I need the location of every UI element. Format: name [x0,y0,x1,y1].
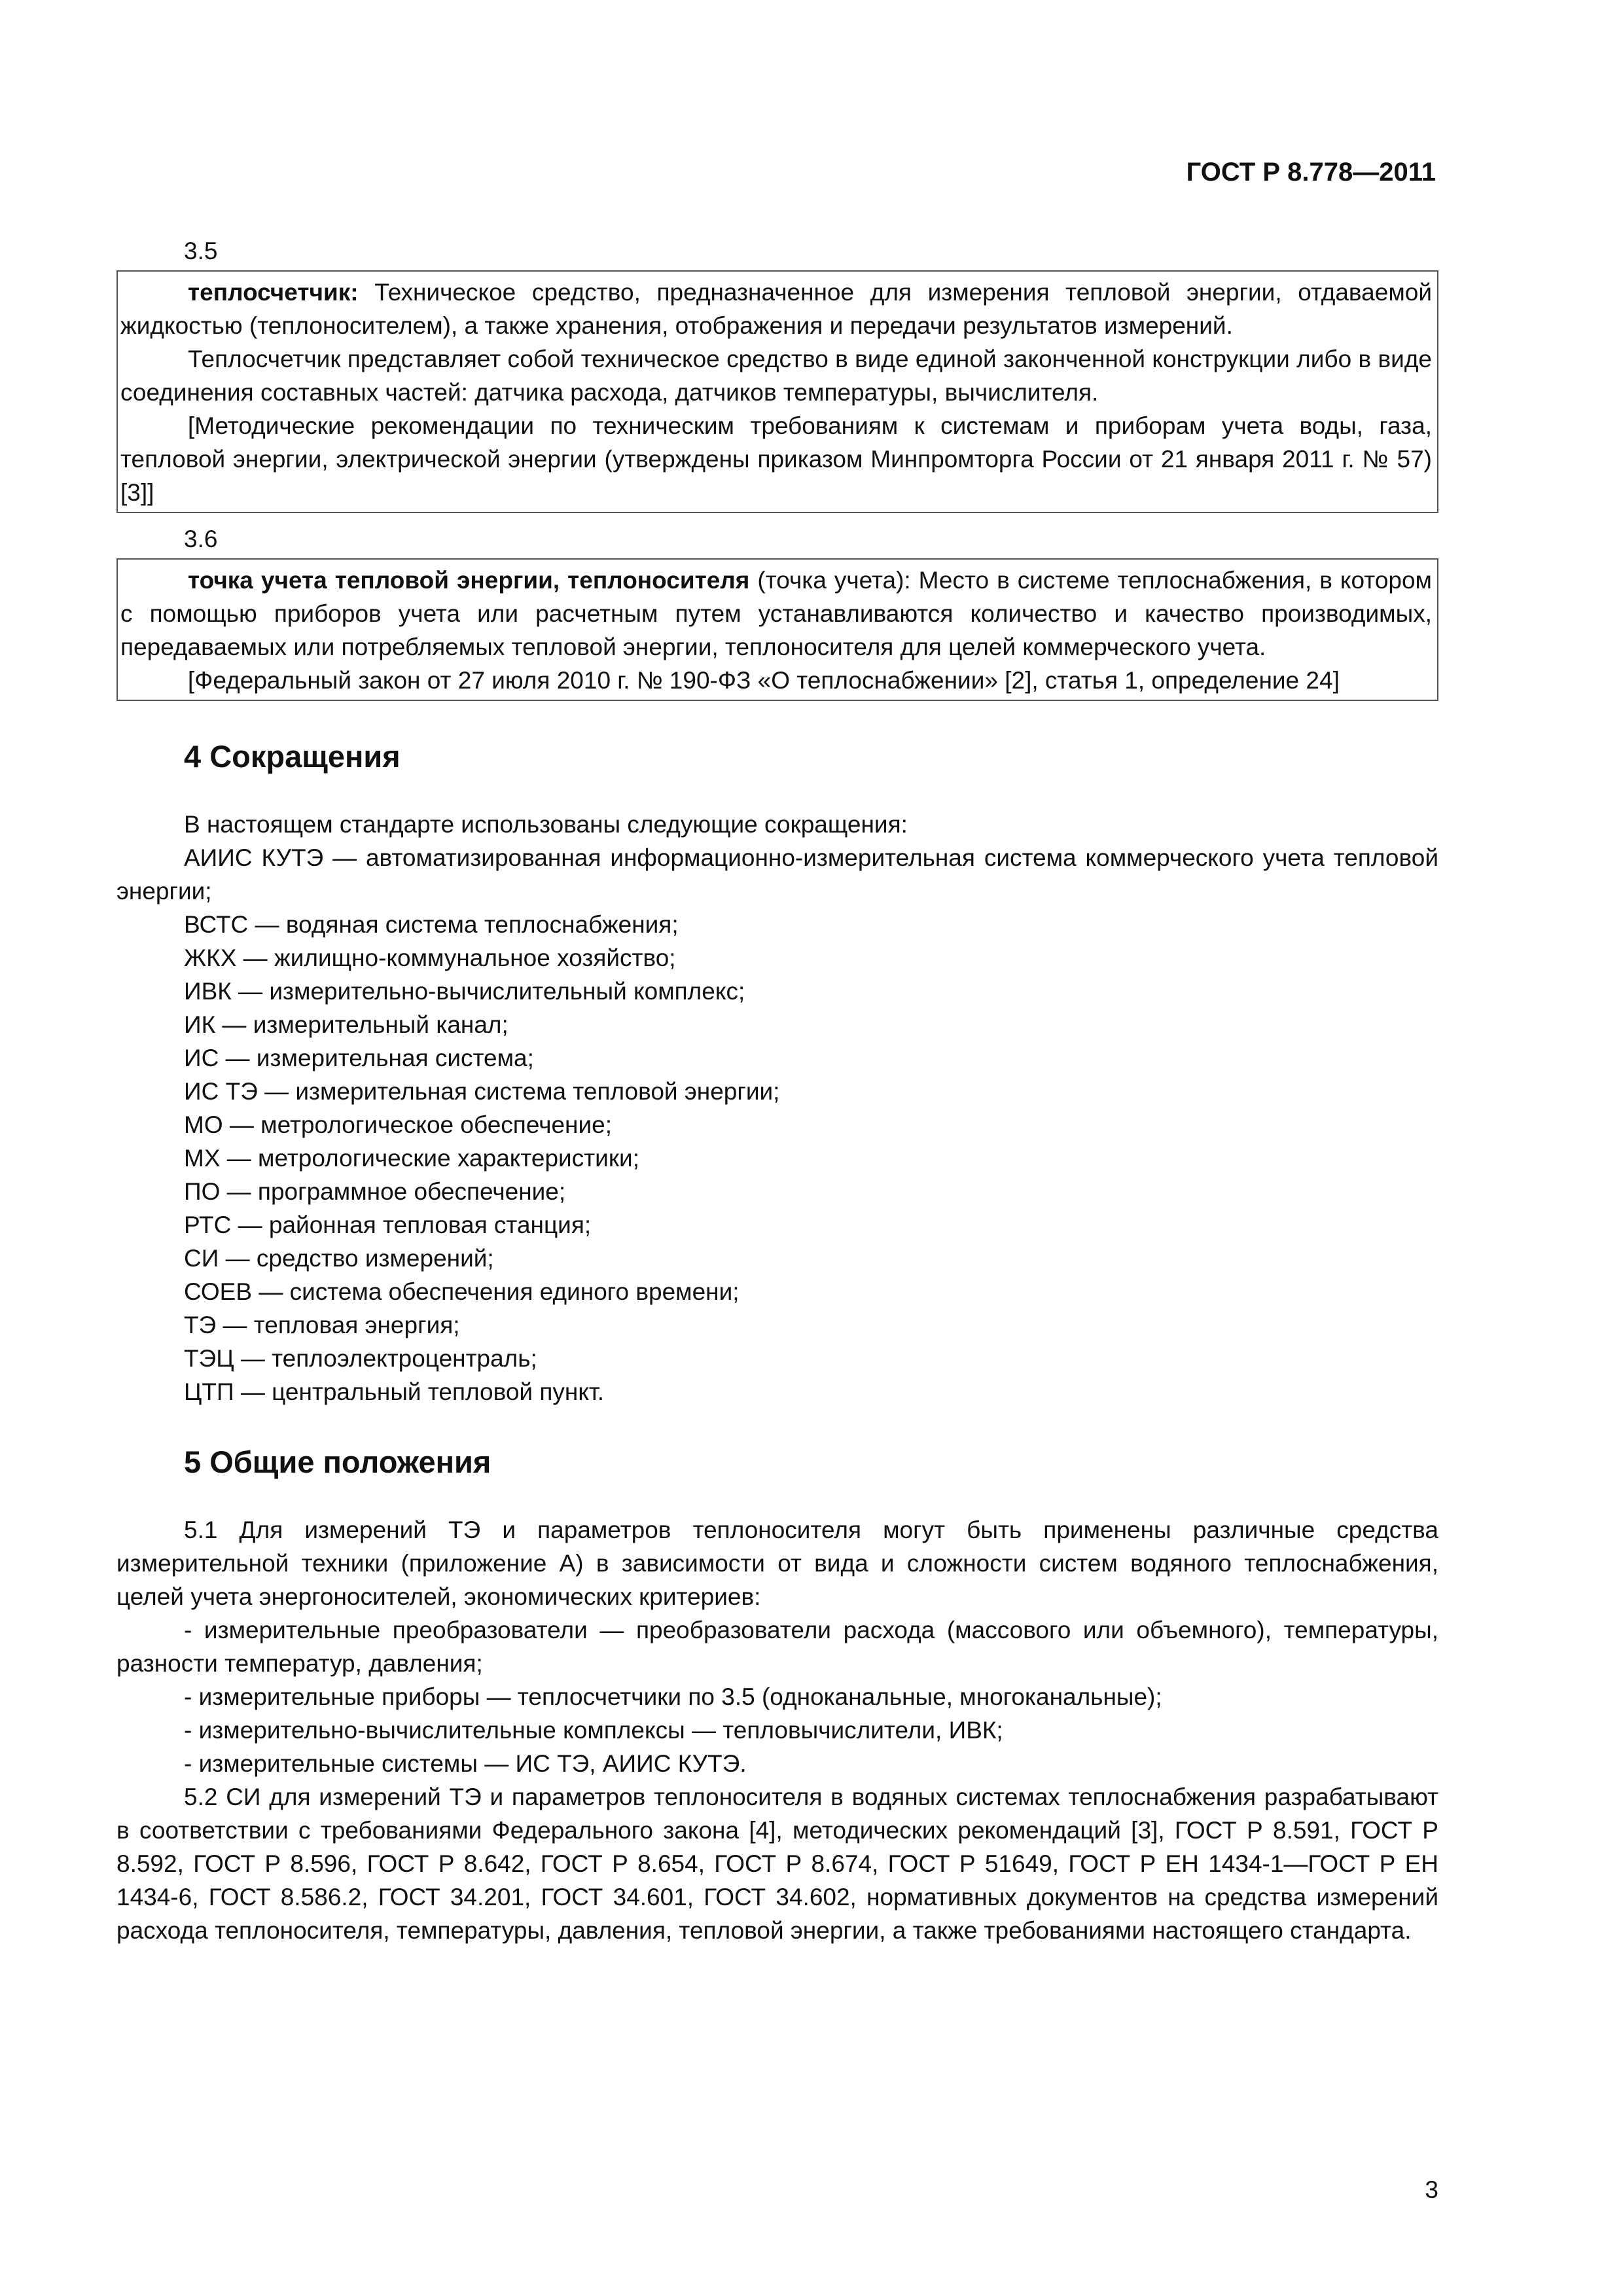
document-header: ГОСТ Р 8.778—2011 [1186,158,1436,187]
definition-term: теплосчетчик: [188,279,359,306]
list-item: СИ — средство измерений; [184,1245,494,1272]
list-item: ИВК — измерительно-вычислительный комплекс; [184,978,745,1005]
definition-text [120,276,1432,342]
list-item: РТС — районная тепловая станция; [184,1211,592,1238]
list-item: ИС ТЭ — измерительная система тепловой энергии; [184,1078,780,1105]
definition-note: Теплосчетчик представляет собой техническое средство в виде единой законченной конструкции либо в виде соединения составных частей: датчика расхода, датчиков температуры, вычислителя. [120,346,1432,406]
definition-body: Техническое средство, предназначенное для измерения тепловой энергии, отдаваемой жидкостью (теплоносителем), а также хранения, отображения и передачи результатов измерений. [120,279,1433,339]
definition-number: 3.6 [184,526,218,552]
definition-box-3-5 [116,270,1438,513]
list-item: ВСТС — водяная система теплоснабжения; [184,911,679,938]
paragraph: 5.2 СИ для измерений ТЭ и параметров теплоносителя в водяных системах теплоснабжения разрабатывают в соответствии с требованиями Федерального закона [4], методических рекомендаций [3], ГОСТ Р 8.591, ГОСТ Р 8.592, ГОСТ Р 8.596, ГОСТ Р 8.642, ГОСТ Р 8.654, ГОСТ Р 8.674, ГОСТ Р 51649, ГОСТ Р ЕН 1434-1—ГОСТ Р ЕН 1434-6, ГОСТ 8.586.2, ГОСТ 34.201, ГОСТ 34.601, ГОСТ 34.602, нормативных документов на средства измерений расхода теплоносителя, температуры, давления, тепловой энергии, а также требованиями настоящего стандарта. [116,1784,1438,1944]
definition-number: 3.5 [184,238,218,264]
list-item: ПО — программное обеспечение; [184,1178,566,1205]
definition-box-3-6 [116,558,1438,701]
definition-body: (точка учета): Место в системе теплоснабжения, в котором с помощью приборов учета или расчетным путем устанавливаются количество и качество производимых, передаваемых или потребляемых тепловой энергии, теплоносителя для целей коммерческого учета. [120,567,1432,660]
section-intro: В настоящем стандарте использованы следующие сокращения: [184,811,908,838]
page-content [116,234,1438,1947]
list-item: ИС — измерительная система; [184,1045,534,1071]
paragraph: - измерительно-вычислительные комплексы — тепловычислители, ИВК; [184,1717,1003,1744]
list-item: ТЭЦ — теплоэлектроцентраль; [184,1345,537,1372]
paragraph: - измерительные системы — ИС ТЭ, АИИС КУТЭ. [184,1750,747,1777]
list-item: МО — метрологическое обеспечение; [184,1111,613,1138]
definition-source: [Федеральный закон от 27 июля 2010 г. № 190-ФЗ «О теплоснабжении» [2], статья 1, определение 24] [188,667,1340,694]
list-item: ИК — измерительный канал; [184,1011,508,1038]
list-item: ТЭ — тепловая энергия; [184,1312,460,1338]
definition-term: точка учета тепловой энергии, теплоносителя [188,567,750,594]
list-item: ЖКХ — жилищно-коммунальное хозяйство; [184,944,676,971]
section-title-abbreviations: 4 Сокращения [184,739,401,774]
paragraph: 5.1 Для измерений ТЭ и параметров теплоносителя могут быть применены различные средства измерительной техники (приложение А) в зависимости от вида и сложности систем водяного теплоснабжения, целей учета энергоносителей, экономических критериев: [116,1516,1438,1610]
list-item: МХ — метрологические характеристики; [184,1145,639,1172]
definition-source: [Методические рекомендации по техническим требованиям к системам и приборам учета воды, газа, тепловой энергии, электрической энергии (утверждены приказом Минпромторга России от 21 января 2011 г. № 57) [3]] [120,412,1432,506]
page-number: 3 [1425,2176,1438,2203]
definition-text [120,564,1432,664]
list-item: СОЕВ — система обеспечения единого времени; [184,1278,740,1305]
list-item: ЦТП — центральный тепловой пункт. [184,1378,605,1405]
list-item: АИИС КУТЭ — автоматизированная информационно-измерительная система коммерческого учета тепловой энергии; [116,844,1438,905]
paragraph: - измерительные приборы — теплосчетчики по 3.5 (одноканальные, многоканальные); [184,1683,1162,1710]
paragraph: - измерительные преобразователи — преобразователи расхода (массового или объемного), температуры, разности температур, давления; [116,1617,1438,1677]
section-title-general-provisions: 5 Общие положения [184,1444,491,1479]
abbreviation-list [116,841,1438,1408]
